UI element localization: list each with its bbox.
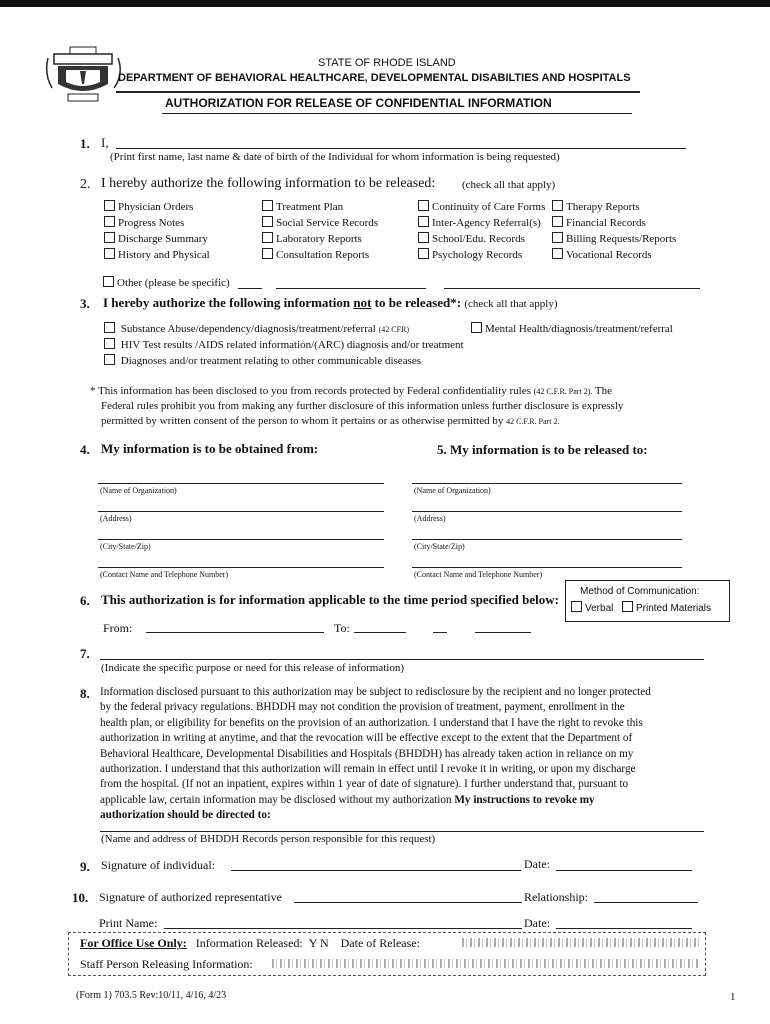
purpose-hint: (Indicate the specific purpose or need for this release of information) [101, 662, 404, 674]
not-release-label-not: not [353, 295, 372, 310]
individual-label: I, [101, 135, 109, 150]
released-to-text: My information is to be released to: [450, 442, 648, 457]
individual-name-field[interactable] [116, 148, 686, 149]
release-option-checkbox[interactable] [418, 232, 525, 245]
obtain-contact-label: (Contact Name and Telephone Number) [100, 570, 229, 579]
page-number: 1 [730, 991, 736, 1003]
release-option-label: Laboratory Reports [276, 233, 362, 245]
signature-field[interactable] [231, 870, 521, 871]
release-option-label: Financial Records [566, 217, 646, 229]
release-address-label: (Address) [414, 514, 446, 523]
checkbox-icon[interactable] [104, 354, 115, 365]
release-date-label: Date of Release: [340, 936, 420, 950]
release-option-label: Treatment Plan [276, 201, 344, 213]
office-use-row [80, 936, 420, 951]
header-rule [116, 91, 640, 93]
representative-date-label: Date: [524, 916, 550, 930]
footnote-text-3: permitted by written consent of the person to whom it pertains or as otherwise permitted by [101, 415, 504, 427]
other-label: Other (please be specific) [117, 277, 230, 289]
disclosure-line: from the hospital. (If not an inpatient, expires within 1 year of date of signature). I further understand that, pursuant to [100, 778, 629, 791]
section-8-number: 8. [80, 686, 90, 701]
not-release-label-a: I hereby authorize the following information [103, 295, 351, 310]
section-2-number: 2. [80, 177, 91, 192]
checkbox-icon[interactable] [418, 248, 429, 259]
footnote-cfr: (42 C.F.R. Part 2). [533, 387, 593, 396]
to-label: To: [334, 621, 350, 635]
release-option-label: Consultation Reports [276, 249, 370, 261]
release-contact-field[interactable] [412, 567, 682, 568]
printed-label: Printed Materials [636, 603, 712, 614]
individual-hint: (Print first name, last name & date of birth of the Individual for whom information is being requested) [110, 151, 560, 163]
records-person-hint: (Name and address of BHDDH Records person responsible for this request) [101, 833, 436, 845]
section-1-number: 1. [80, 136, 90, 151]
department-name: DEPARTMENT OF BEHAVIORAL HEALTHCARE, DEVELOPMENTAL DISABILTIES AND HOSPITALS [118, 72, 631, 84]
release-contact-label: (Contact Name and Telephone Number) [414, 570, 543, 579]
checkbox-icon[interactable] [418, 200, 429, 211]
obtain-address-label: (Address) [100, 514, 132, 523]
checkbox-icon[interactable] [104, 322, 115, 333]
release-option-checkbox[interactable] [104, 232, 208, 245]
checkbox-hiv[interactable] [104, 338, 464, 351]
section-5-number: 5. [437, 442, 447, 457]
yes-no-options[interactable]: Y N [308, 936, 329, 950]
footnote-text: * This information has been disclosed to you from records protected by Federal confidentiality rules [90, 385, 531, 397]
disclosure-line: by the federal privacy regulations. BHDDH may not condition the provision of treatment, payment, enrollment in the [100, 701, 625, 714]
section-7-number: 7. [80, 646, 90, 661]
other-field-3[interactable] [444, 288, 700, 289]
checkbox-icon[interactable] [262, 248, 273, 259]
verbal-label: Verbal [585, 603, 614, 614]
release-org-field[interactable] [412, 483, 682, 484]
release-option-checkbox[interactable] [418, 200, 545, 213]
footnote-text-end: The [594, 385, 613, 397]
checkbox-icon[interactable] [418, 232, 429, 243]
obtained-from-label: My information is to be obtained from: [101, 441, 319, 456]
release-option-checkbox[interactable] [104, 248, 210, 261]
to-date-field[interactable] [354, 632, 406, 633]
other-field-2[interactable] [276, 288, 426, 289]
section-9-number: 9. [80, 859, 90, 874]
checkbox-icon[interactable] [262, 200, 273, 211]
release-option-checkbox[interactable] [262, 232, 362, 245]
release-option-label: Continuity of Care Forms [432, 201, 546, 213]
representative-signature-field[interactable] [294, 902, 522, 903]
state-name: STATE OF RHODE ISLAND [318, 57, 456, 69]
title-underline [162, 113, 632, 114]
not-release-note: (check all that apply) [464, 298, 558, 310]
obtain-org-label: (Name of Organization) [100, 486, 177, 495]
release-org-label: (Name of Organization) [414, 486, 491, 495]
checkbox-icon[interactable] [104, 338, 115, 349]
cfr-note: (42 CFR) [378, 325, 410, 334]
from-date-field[interactable] [146, 632, 324, 633]
scan-noise [272, 959, 700, 968]
checkbox-icon[interactable] [552, 216, 563, 227]
release-address-field[interactable] [412, 511, 682, 512]
release-option-label: Progress Notes [118, 217, 185, 229]
top-border [0, 0, 770, 7]
representative-label: Signature of authorized representative [99, 890, 282, 904]
obtain-contact-field[interactable] [98, 567, 384, 568]
release-option-checkbox[interactable] [262, 248, 369, 261]
checkbox-substance-abuse[interactable] [104, 322, 409, 335]
not-release-label [103, 295, 557, 311]
release-option-checkbox[interactable] [552, 232, 676, 245]
disclosure-line: Behavioral Healthcare, Developmental Disabilities and Hospitals (BHDDH) has already taken action in reliance on my [100, 747, 634, 760]
substance-abuse-label: Substance Abuse/dependency/diagnosis/treatment/referral [120, 323, 376, 335]
info-released-label: Information Released: [195, 936, 303, 950]
release-option-checkbox[interactable] [104, 200, 193, 213]
disclosure-line: authorization. I understand that this authorization will remain in effect until I revoke it in writing, or upon my discharge [100, 763, 636, 776]
release-option-label: Physician Orders [118, 201, 194, 213]
footnote-line-1 [90, 385, 612, 397]
release-city-label: (City/State/Zip) [414, 542, 465, 551]
scan-noise [462, 938, 700, 947]
footnote-line-2: Federal rules prohibit you from making any further disclosure of this information unless further disclosure is expressly [101, 400, 624, 412]
signature-date-label: Date: [524, 857, 550, 871]
release-option-label: Inter-Agency Referral(s) [432, 217, 541, 229]
form-title: AUTHORIZATION FOR RELEASE OF CONFIDENTIAL INFORMATION [165, 96, 552, 110]
checkbox-icon[interactable] [418, 216, 429, 227]
time-period-label: This authorization is for information applicable to the time period specified below: [101, 592, 559, 607]
checkbox-verbal[interactable] [571, 601, 613, 614]
checkbox-icon[interactable] [471, 322, 482, 333]
checkbox-icon[interactable] [571, 601, 582, 612]
communicable-label: Diagnoses and/or treatment relating to other communicable diseases [120, 355, 422, 367]
disclosure-line: Information disclosed pursuant to this authorization may be subject to redisclosure by the recipient and no longer protected [100, 686, 651, 698]
section-10-number: 10. [72, 890, 89, 905]
signature-label: Signature of individual: [101, 858, 215, 872]
disclosure-line: health plan, or eligibility for benefits on the provision of an authorization. I understand that I have the right to revoke this [100, 716, 643, 729]
release-option-checkbox[interactable] [552, 248, 652, 261]
print-name-label: Print Name: [99, 916, 158, 930]
footnote-line-3 [101, 415, 559, 427]
checkbox-icon[interactable] [552, 200, 563, 211]
release-authorize-label: I hereby authorize the following information to be released: [101, 176, 436, 191]
release-city-field[interactable] [412, 539, 682, 540]
checkbox-printed[interactable] [622, 601, 711, 614]
print-name-field[interactable] [164, 928, 522, 929]
release-option-label: Discharge Summary [118, 233, 208, 245]
other-field[interactable] [238, 288, 262, 289]
checkbox-icon[interactable] [104, 216, 115, 227]
not-release-label-b: to be released*: [374, 295, 462, 310]
records-person-field[interactable] [100, 831, 704, 832]
obtain-city-field[interactable] [98, 539, 384, 540]
checkbox-icon[interactable] [104, 232, 115, 243]
hiv-label: HIV Test results /AIDS related information/(ARC) diagnosis and/or treatment [120, 339, 464, 351]
checkbox-mental-health[interactable] [471, 322, 673, 335]
release-option-checkbox[interactable] [262, 216, 378, 229]
footnote-cfr-3: 42 C.F.R. Part 2. [506, 417, 560, 426]
checkbox-other[interactable] [103, 276, 230, 289]
state-seal-icon [44, 44, 126, 106]
obtain-org-field[interactable] [98, 483, 384, 484]
purpose-field[interactable] [100, 659, 704, 660]
section-4-number: 4. [80, 442, 90, 457]
checkbox-communicable[interactable] [104, 354, 421, 367]
released-to-label [437, 442, 648, 458]
release-option-label: Psychology Records [432, 249, 523, 261]
representative-date-field[interactable] [556, 928, 692, 929]
to-date-field-3[interactable] [475, 632, 531, 633]
section-3-number: 3. [80, 296, 90, 311]
checkbox-icon[interactable] [552, 248, 563, 259]
relationship-field[interactable] [594, 902, 698, 903]
checkbox-icon[interactable] [552, 232, 563, 243]
disclosure-line: authorization in writing at anytime, and that the revocation will be effective except to the extent that the Department of [100, 732, 633, 745]
revoke-instructions-2: authorization should be directed to: [100, 809, 271, 822]
from-label: From: [103, 621, 133, 635]
checkbox-icon[interactable] [262, 232, 273, 243]
office-use-label: For Office Use Only: [80, 936, 187, 950]
form-number: (Form 1) 703.5 Rev:10/11, 4/16, 4/23 [76, 990, 227, 1001]
obtain-address-field[interactable] [98, 511, 384, 512]
release-check-note: (check all that apply) [462, 179, 556, 191]
checkbox-icon[interactable] [104, 200, 115, 211]
release-option-label: Social Service Records [276, 217, 379, 229]
release-option-label: Vocational Records [566, 249, 652, 261]
section-6-number: 6. [80, 593, 90, 608]
disclosure-paragraph [100, 685, 720, 824]
revoke-instructions: My instructions to revoke my [454, 793, 595, 806]
release-option-checkbox[interactable] [552, 200, 640, 213]
release-option-label: Therapy Reports [566, 201, 640, 213]
release-option-checkbox[interactable] [418, 216, 541, 229]
to-date-field-2[interactable] [433, 632, 447, 633]
release-option-checkbox[interactable] [104, 216, 184, 229]
release-option-checkbox[interactable] [418, 248, 522, 261]
obtain-city-label: (City/State/Zip) [100, 542, 151, 551]
method-title: Method of Communication: [580, 586, 700, 597]
release-option-checkbox[interactable] [552, 216, 646, 229]
checkbox-icon[interactable] [103, 276, 114, 287]
release-option-label: School/Edu. Records [432, 233, 525, 245]
checkbox-icon[interactable] [622, 601, 633, 612]
signature-date-field[interactable] [556, 870, 692, 871]
release-option-label: History and Physical [118, 249, 210, 261]
release-option-label: Billing Requests/Reports [566, 233, 677, 245]
checkbox-icon[interactable] [104, 248, 115, 259]
staff-releasing-label: Staff Person Releasing Information: [80, 957, 253, 971]
relationship-label: Relationship: [524, 890, 588, 904]
checkbox-icon[interactable] [262, 216, 273, 227]
mental-health-label: Mental Health/diagnosis/treatment/referral [485, 323, 673, 335]
disclosure-line [100, 793, 720, 808]
release-option-checkbox[interactable] [262, 200, 343, 213]
disclosure-text: applicable law, certain information may be disclosed without my authorization [100, 793, 452, 806]
